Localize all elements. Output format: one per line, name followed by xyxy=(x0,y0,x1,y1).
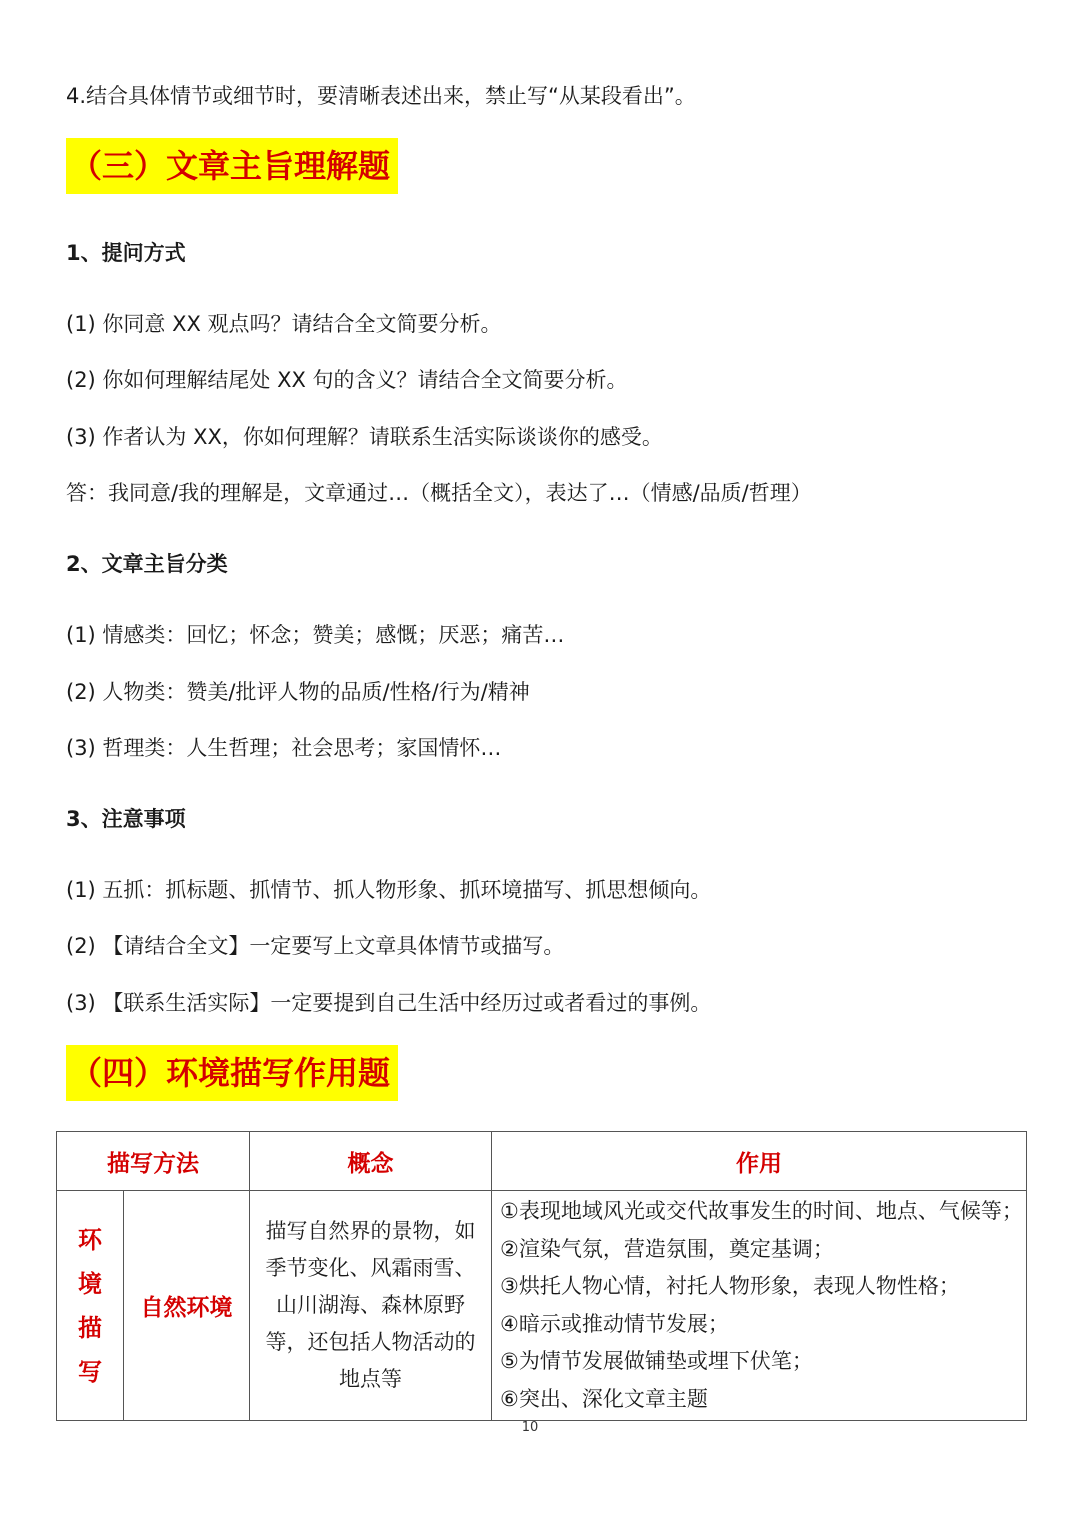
row-group-char: 环 xyxy=(78,1225,102,1254)
environment-description-table xyxy=(56,1131,1027,1421)
row-group-char: 境 xyxy=(78,1269,102,1298)
category-cell: 自然环境 xyxy=(124,1191,250,1421)
answer-template: 答：我同意/我的理解是，文章通过…（概括全文），表达了…（情感/品质/哲理） xyxy=(66,481,812,505)
table-header-row xyxy=(57,1132,1027,1191)
effect-item: ⑥突出、深化文章主题 xyxy=(500,1386,708,1411)
effects-cell xyxy=(492,1191,1027,1421)
row-group-label xyxy=(57,1191,124,1421)
intro-line: 4.结合具体情节或细节时，要清晰表述出来，禁止写“从某段看出”。 xyxy=(66,84,696,108)
row-group-char: 写 xyxy=(78,1357,102,1386)
note-item: (1) 五抓：抓标题、抓情节、抓人物形象、抓环境描写、抓思想倾向。 xyxy=(66,878,712,902)
class-item: (2) 人物类：赞美/批评人物的品质/性格/行为/精神 xyxy=(66,680,530,704)
theme-class-heading: 2、文章主旨分类 xyxy=(66,552,228,576)
row-group-char: 描 xyxy=(78,1313,102,1342)
section3-heading: （三）文章主旨理解题 xyxy=(66,138,398,194)
question-method-heading: 1、提问方式 xyxy=(66,241,186,265)
effect-item: ①表现地域风光或交代故事发生的时间、地点、气候等； xyxy=(500,1199,1023,1223)
page-number: 10 xyxy=(521,1420,539,1435)
effect-item: ③烘托人物心情，衬托人物形象，表现人物性格； xyxy=(500,1274,960,1298)
question-item: (2) 你如何理解结尾处 XX 句的含义？请结合全文简要分析。 xyxy=(66,368,628,392)
question-item: (1) 你同意 XX 观点吗？请结合全文简要分析。 xyxy=(66,312,502,336)
class-item: (1) 情感类：回忆；怀念；赞美；感慨；厌恶；痛苦… xyxy=(66,623,565,647)
effect-item: ④暗示或推动情节发展； xyxy=(500,1311,729,1336)
concept-cell: 描写自然界的景物，如季节变化、风霜雨雪、山川湖海、森林原野等，还包括人物活动的地点等 xyxy=(250,1191,492,1421)
table-row xyxy=(57,1191,1027,1421)
note-item: (3) 【联系生活实际】一定要提到自己生活中经历过或者看过的事例。 xyxy=(66,991,712,1015)
notes-heading: 3、注意事项 xyxy=(66,807,186,831)
effect-item: ②渲染气氛，营造氛围，奠定基调； xyxy=(500,1236,834,1261)
section4-heading: （四）环境描写作用题 xyxy=(66,1045,398,1101)
header-effect: 作用 xyxy=(492,1132,1027,1191)
header-method: 描写方法 xyxy=(57,1132,250,1191)
note-item: (2) 【请结合全文】一定要写上文章具体情节或描写。 xyxy=(66,934,565,958)
class-item: (3) 哲理类：人生哲理；社会思考；家国情怀… xyxy=(66,736,502,760)
header-concept: 概念 xyxy=(250,1132,492,1191)
effect-item: ⑤为情节发展做铺垫或埋下伏笔； xyxy=(500,1349,813,1373)
question-item: (3) 作者认为 XX，你如何理解？请联系生活实际谈谈你的感受。 xyxy=(66,425,663,449)
